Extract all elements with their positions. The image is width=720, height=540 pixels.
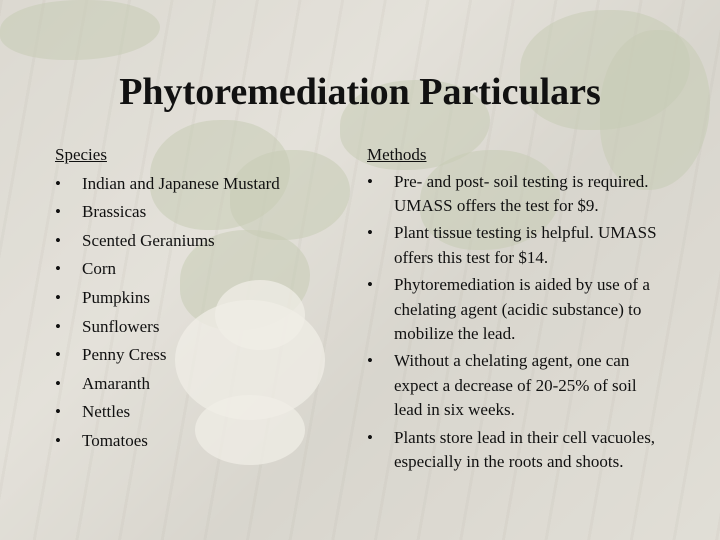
species-item xyxy=(55,398,345,427)
bullet-icon: • xyxy=(55,287,61,307)
bullet-icon: • xyxy=(367,171,373,191)
species-item-text: Pumpkins xyxy=(82,287,151,307)
bullet-icon: • xyxy=(55,402,61,422)
species-item xyxy=(55,227,345,256)
bullet-icon: • xyxy=(55,259,61,279)
bullet-icon: • xyxy=(55,230,61,250)
species-item-text: Sunflowers xyxy=(82,316,160,336)
method-item-text: Without a chelating agent, one can expect a decrease of 20-25% of soil lead in six weeks. xyxy=(394,351,637,420)
methods-list xyxy=(367,170,667,475)
bullet-icon: • xyxy=(55,373,61,393)
species-item-text: Tomatoes xyxy=(82,430,148,450)
method-item xyxy=(367,273,667,346)
species-column xyxy=(55,141,345,456)
method-item xyxy=(367,426,667,475)
bullet-icon: • xyxy=(55,430,61,450)
species-item xyxy=(55,284,345,313)
species-list xyxy=(55,170,345,456)
bullet-icon: • xyxy=(367,275,373,295)
species-item xyxy=(55,427,345,456)
methods-heading: Methods xyxy=(367,145,427,164)
species-item-text: Indian and Japanese Mustard xyxy=(82,173,280,193)
bullet-icon: • xyxy=(367,427,373,447)
species-item-text: Brassicas xyxy=(82,202,147,222)
species-item xyxy=(55,255,345,284)
species-item xyxy=(55,341,345,370)
species-item-text: Nettles xyxy=(82,402,131,422)
bullet-icon: • xyxy=(55,202,61,222)
species-item xyxy=(55,170,345,199)
methods-column xyxy=(367,141,667,477)
slide-title: Phytoremediation Particulars xyxy=(119,71,601,113)
method-item-text: Plant tissue testing is helpful. UMASS offers this test for $14. xyxy=(394,223,657,267)
method-item-text: Plants store lead in their cell vacuoles, especially in the roots and shoots. xyxy=(394,427,656,472)
species-item-text: Amaranth xyxy=(82,373,150,393)
bullet-icon: • xyxy=(367,223,373,243)
method-item xyxy=(367,349,667,422)
species-item xyxy=(55,370,345,399)
method-item xyxy=(367,170,667,219)
method-item xyxy=(367,221,667,270)
bullet-icon: • xyxy=(367,351,373,371)
bullet-icon: • xyxy=(55,316,61,336)
species-item-text: Corn xyxy=(82,259,116,279)
species-item xyxy=(55,198,345,227)
bullet-icon: • xyxy=(55,173,61,193)
species-item xyxy=(55,313,345,342)
bullet-icon: • xyxy=(55,345,61,365)
species-item-text: Scented Geraniums xyxy=(82,230,215,250)
method-item-text: Pre- and post- soil testing is required. UMASS offers the test for $9. xyxy=(394,171,649,215)
species-item-text: Penny Cress xyxy=(82,345,167,365)
method-item-text: Phytoremediation is aided by use of a chelating agent (acidic substance) to mobilize the lead. xyxy=(394,275,650,344)
species-heading: Species xyxy=(55,145,107,164)
